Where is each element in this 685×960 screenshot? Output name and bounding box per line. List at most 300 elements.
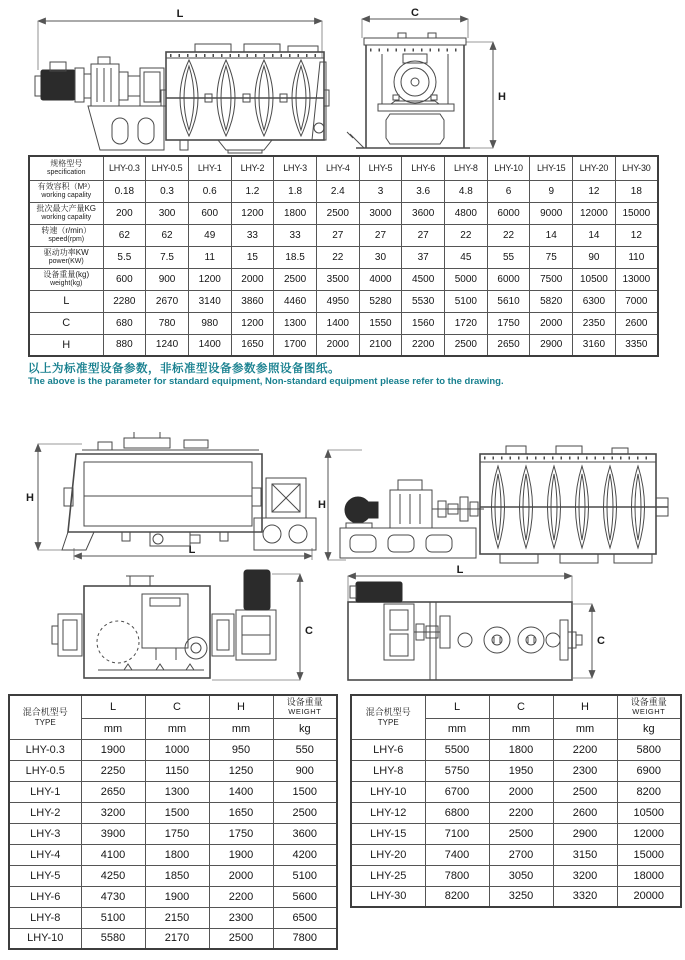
dim-table-header-row-1 [9,695,337,718]
dim-value-cell: 1950 [489,760,553,781]
drive-stand [88,106,164,150]
spec-value-cell: 980 [188,312,231,334]
spec-value-cell: 3600 [402,202,445,224]
spec-value-cell: 12 [573,180,616,202]
spec-value-cell: 1700 [274,334,317,356]
spec-value-cell: 1560 [402,312,445,334]
spec-value-cell: 780 [146,312,189,334]
spec-value-cell: 1550 [359,312,402,334]
dim-value-cell: 7100 [425,823,489,844]
dim-value-cell: 5100 [273,865,337,886]
spec-value-cell: 10500 [573,268,616,290]
end-view-body [347,33,470,148]
dim-type-cell: LHY-2 [9,802,81,823]
spec-row [29,290,658,312]
dim-value-cell: 12000 [617,823,681,844]
dim-label-H: H [26,492,34,504]
spec-row [29,334,658,356]
motor-and-drive [35,57,164,106]
spec-row-label-en: weight(kg) [50,280,83,288]
dim-value-cell: 6700 [425,781,489,802]
dim-value-cell: 7800 [425,865,489,886]
spec-value-cell: 5610 [487,290,530,312]
spec-row-label [29,334,103,356]
spec-value-cell: 900 [146,268,189,290]
spec-row-label-zh: H [62,338,71,351]
spec-value-cell: 1650 [231,334,274,356]
dim-value-cell: 3250 [489,886,553,907]
dimension-L [38,8,322,70]
spec-row-label-zh: 设备重量(kg) [43,270,90,280]
spec-model-header: LHY-6 [402,156,445,180]
spec-value-cell: 15000 [615,202,658,224]
dim-label-C: C [305,625,313,637]
dim-value-cell: 7800 [273,928,337,949]
dim-type-cell: LHY-8 [9,907,81,928]
dim-type-cell: LHY-10 [9,928,81,949]
unit-mm: mm [81,718,145,739]
spec-value-cell: 0.6 [188,180,231,202]
end-view-drawing [338,6,516,154]
unit-mm: mm [489,718,553,739]
dim-row [351,802,681,823]
spec-value-cell: 1.2 [231,180,274,202]
spec-value-cell: 300 [146,202,189,224]
spec-value-cell: 12000 [573,202,616,224]
spec-value-cell: 1720 [445,312,488,334]
dim-value-cell: 4100 [81,844,145,865]
dim-value-cell: 1750 [145,823,209,844]
spec-header-en: specification [46,169,86,177]
dimension-table-right [350,694,682,908]
weight-header-zh: 设备重量 [630,697,667,707]
spec-value-cell: 2670 [146,290,189,312]
spec-value-cell: 27 [402,224,445,246]
spec-row-label-en: speed(rpm) [48,236,85,244]
dim-type-cell: LHY-12 [351,802,425,823]
dim-value-cell: 15000 [617,844,681,865]
spec-value-cell: 200 [103,202,146,224]
spec-value-cell: 2600 [615,312,658,334]
dim-value-cell: 1500 [273,781,337,802]
spec-value-cell: 600 [103,268,146,290]
spec-value-cell: 75 [530,246,573,268]
dim-value-cell: 5800 [617,739,681,760]
weight-header-en: WEIGHT [632,707,666,717]
dim-value-cell: 6800 [425,802,489,823]
dim-value-cell: 2250 [81,760,145,781]
spec-value-cell: 2500 [316,202,359,224]
spec-model-header: LHY-8 [445,156,488,180]
dim-value-cell: 2500 [489,823,553,844]
spec-value-cell: 3140 [188,290,231,312]
dim-value-cell: 5750 [425,760,489,781]
note-chinese: 以上为标准型设备参数，非标准型设备参数参照设备图纸。 [28,363,340,375]
dim-value-cell: 4730 [81,886,145,907]
dim-type-cell: LHY-8 [351,760,425,781]
dim-value-cell: 18000 [617,865,681,886]
spec-model-header: LHY-15 [530,156,573,180]
dim-value-cell: 6900 [617,760,681,781]
spec-value-cell: 27 [359,224,402,246]
spec-value-cell: 13000 [615,268,658,290]
spec-value-cell: 1750 [487,312,530,334]
spec-value-cell: 2650 [487,334,530,356]
spec-value-cell: 12 [615,224,658,246]
spec-row-label-zh: 转速（r/min） [41,226,92,236]
dim-value-cell: 2170 [145,928,209,949]
dim-type-cell: LHY-4 [9,844,81,865]
spec-row-label [29,246,103,268]
spec-value-cell: 2350 [573,312,616,334]
spec-value-cell: 90 [573,246,616,268]
dim-row [9,928,337,949]
spec-row [29,202,658,224]
dim-type-cell: LHY-30 [351,886,425,907]
dim-table-header-row-1 [351,695,681,718]
spec-value-cell: 680 [103,312,146,334]
dim-value-cell: 1650 [209,802,273,823]
note-english: The above is the parameter for standard equipment, Non-standard equipment please refer to the drawing. [28,376,504,387]
dim-value-cell: 1300 [145,781,209,802]
spec-row [29,312,658,334]
dim-value-cell: 1000 [145,739,209,760]
dim-value-cell: 3200 [81,802,145,823]
spec-value-cell: 2200 [402,334,445,356]
dim-value-cell: 1800 [145,844,209,865]
spec-value-cell: 0.3 [146,180,189,202]
type-header-zh: 混合机型号 [365,707,411,717]
dim-value-cell: 1250 [209,760,273,781]
dim-value-cell: 900 [273,760,337,781]
dim-label-C: C [597,635,605,647]
spec-value-cell: 1.8 [274,180,317,202]
spec-row-label [29,180,103,202]
spec-value-cell: 1400 [316,312,359,334]
dimension-C [572,604,605,678]
spec-value-cell: 9000 [530,202,573,224]
spec-value-cell: 1800 [274,202,317,224]
weight-header [617,695,681,718]
specification-table [28,155,659,357]
spec-value-cell: 37 [402,246,445,268]
spec-model-header: LHY-3 [274,156,317,180]
drum-and-blades [480,446,668,563]
dim-value-cell: 2500 [553,781,617,802]
dim-type-cell: LHY-25 [351,865,425,886]
spec-model-header: LHY-0.3 [103,156,146,180]
dim-row [351,739,681,760]
dim-value-cell: 1750 [209,823,273,844]
spec-value-cell: 2280 [103,290,146,312]
dim-value-cell: 5580 [81,928,145,949]
dimension-table-left [8,694,338,950]
spec-row-label-zh: L [63,295,70,307]
gearbox-and-base [254,478,316,550]
spec-value-cell: 14 [530,224,573,246]
dim-row [9,844,337,865]
spec-value-cell: 18.5 [274,246,317,268]
spec-value-cell: 600 [188,202,231,224]
dim-type-cell: LHY-10 [351,781,425,802]
side-view-paddle-mixer-drawing [24,414,322,562]
spec-value-cell: 62 [103,224,146,246]
weight-header [273,695,337,718]
dim-value-cell: 2900 [553,823,617,844]
dim-value-cell: 8200 [617,781,681,802]
spec-value-cell: 9 [530,180,573,202]
dim-value-cell: 1500 [145,802,209,823]
spec-row-label [29,202,103,224]
dim-value-cell: 550 [273,739,337,760]
dim-value-cell: 2000 [489,781,553,802]
spec-header-zh: 规格型号 [50,159,83,169]
spec-value-cell: 22 [316,246,359,268]
dim-row [9,823,337,844]
spec-row-label-en: working capality [41,214,92,222]
dim-value-cell: 5500 [425,739,489,760]
spec-value-cell: 5000 [445,268,488,290]
spec-model-header: LHY-30 [615,156,658,180]
dim-row [351,844,681,865]
dim-type-cell: LHY-6 [351,739,425,760]
dim-label-H: H [498,91,506,103]
spec-value-cell: 4460 [274,290,317,312]
spec-row-label [29,224,103,246]
spec-row-label-en: power(KW) [48,258,84,266]
dim-value-cell: 2150 [145,907,209,928]
spec-value-cell: 5530 [402,290,445,312]
dim-value-cell: 2300 [209,907,273,928]
dim-row [351,760,681,781]
motor-base [340,528,476,558]
dim-row [9,760,337,781]
dim-value-cell: 3050 [489,865,553,886]
col-H-header: H [209,695,273,718]
spec-value-cell: 0.18 [103,180,146,202]
spec-value-cell: 880 [103,334,146,356]
mixing-drum [161,44,329,140]
dim-value-cell: 2300 [553,760,617,781]
spec-value-cell: 62 [146,224,189,246]
spec-value-cell: 3000 [359,202,402,224]
dim-row [9,865,337,886]
dim-value-cell: 1400 [209,781,273,802]
spec-value-cell: 5100 [445,290,488,312]
spec-value-cell: 22 [445,224,488,246]
spec-value-cell: 30 [359,246,402,268]
dim-row [9,802,337,823]
dimension-H [26,444,82,550]
spec-value-cell: 2900 [530,334,573,356]
spec-model-header: LHY-10 [487,156,530,180]
dim-value-cell: 2500 [273,802,337,823]
dim-row [351,823,681,844]
type-header-zh: 混合机型号 [22,707,68,717]
dim-value-cell: 2700 [489,844,553,865]
spec-value-cell: 3500 [316,268,359,290]
top-view-plough-mixer-drawing [340,564,685,690]
dim-value-cell: 2500 [209,928,273,949]
dim-value-cell: 6500 [273,907,337,928]
dim-type-cell: LHY-3 [9,823,81,844]
spec-value-cell: 1400 [188,334,231,356]
dim-type-cell: LHY-20 [351,844,425,865]
spec-value-cell: 3.6 [402,180,445,202]
spec-header-row [29,156,658,180]
spec-row-label [29,290,103,312]
dim-label-L: L [176,8,184,20]
spec-value-cell: 1300 [274,312,317,334]
dim-value-cell: 1900 [209,844,273,865]
dimension-C [362,7,468,38]
dim-value-cell: 3200 [553,865,617,886]
spec-model-header: LHY-1 [188,156,231,180]
dim-value-cell: 3320 [553,886,617,907]
dim-value-cell: 4200 [273,844,337,865]
dim-value-cell: 2600 [553,802,617,823]
type-header-en: TYPE [377,717,399,727]
spec-value-cell: 2000 [316,334,359,356]
spec-value-cell: 2.4 [316,180,359,202]
left-table-body [9,739,337,949]
weight-header-zh: 设备重量 [286,697,323,707]
spec-row-label-zh: 有效容积（M³） [37,182,95,192]
spec-value-cell: 7000 [615,290,658,312]
legs-and-valve [62,532,228,550]
dim-value-cell: 8200 [425,886,489,907]
plan-body [84,576,210,678]
plan-body [348,602,582,680]
dim-value-cell: 2200 [209,886,273,907]
dimension-H [466,42,506,148]
spec-value-cell: 7.5 [146,246,189,268]
unit-mm: mm [425,718,489,739]
spec-value-cell: 49 [188,224,231,246]
spec-row-label [29,312,103,334]
right-table-body [351,739,681,907]
spec-value-cell: 6 [487,180,530,202]
unit-mm: mm [553,718,617,739]
spec-value-cell: 4000 [359,268,402,290]
spec-row-label-en: working capality [41,192,92,200]
spec-model-header: LHY-0.5 [146,156,189,180]
dim-value-cell: 1150 [145,760,209,781]
spec-value-cell: 3350 [615,334,658,356]
spec-value-cell: 55 [487,246,530,268]
dim-row [9,781,337,802]
spec-value-cell: 11 [188,246,231,268]
motor-and-drive [350,582,450,660]
dim-label-L: L [456,564,464,576]
dim-type-cell: LHY-1 [9,781,81,802]
dim-value-cell: 10500 [617,802,681,823]
dim-value-cell: 2650 [81,781,145,802]
dim-value-cell: 1900 [145,886,209,907]
spec-value-cell: 4.8 [445,180,488,202]
side-view-ribbon-mixer-drawing [30,6,330,154]
spec-value-cell: 27 [316,224,359,246]
spec-row-label-zh: 批次最大产量KG [36,204,97,214]
spec-value-cell: 1200 [231,312,274,334]
mixer-body [64,432,262,532]
dim-value-cell: 5600 [273,886,337,907]
spec-value-cell: 33 [231,224,274,246]
col-H-header: H [553,695,617,718]
dim-value-cell: 1850 [145,865,209,886]
spec-model-header: LHY-20 [573,156,616,180]
spec-value-cell: 110 [615,246,658,268]
spec-row [29,180,658,202]
spec-value-cell: 2000 [231,268,274,290]
dim-value-cell: 20000 [617,886,681,907]
spec-value-cell: 2500 [274,268,317,290]
dim-value-cell: 3150 [553,844,617,865]
spec-value-cell: 2000 [530,312,573,334]
unit-mm: mm [145,718,209,739]
dim-label-H: H [318,499,326,511]
spec-model-header: LHY-5 [359,156,402,180]
dimension-L [74,544,312,560]
dim-row [351,781,681,802]
spec-value-cell: 4500 [402,268,445,290]
spec-value-cell: 18 [615,180,658,202]
spec-row-label-zh: 驱动功率KW [43,248,89,258]
spec-value-cell: 3860 [231,290,274,312]
spec-row [29,224,658,246]
spec-value-cell: 45 [445,246,488,268]
dim-row [9,739,337,760]
dim-value-cell: 950 [209,739,273,760]
dim-value-cell: 7400 [425,844,489,865]
spec-value-cell: 15 [231,246,274,268]
dim-value-cell: 2200 [553,739,617,760]
spec-row-label-zh: C [62,317,71,329]
dim-row [351,865,681,886]
spec-value-cell: 5820 [530,290,573,312]
spec-model-header: LHY-4 [316,156,359,180]
dim-value-cell: 3600 [273,823,337,844]
spec-model-header: LHY-2 [231,156,274,180]
col-C-header: C [145,695,209,718]
spec-value-cell: 1240 [146,334,189,356]
dim-value-cell: 2200 [489,802,553,823]
dim-value-cell: 5100 [81,907,145,928]
spec-value-cell: 6300 [573,290,616,312]
col-L-header: L [425,695,489,718]
spec-value-cell: 2500 [445,334,488,356]
dim-label-L: L [188,544,196,556]
side-view-plough-mixer-drawing [316,428,682,568]
spec-value-cell: 1200 [188,268,231,290]
dim-label-C: C [411,7,419,19]
spec-value-cell: 5.5 [103,246,146,268]
weight-header-en: WEIGHT [288,707,322,717]
spec-value-cell: 3 [359,180,402,202]
spec-value-cell: 4800 [445,202,488,224]
dim-type-cell: LHY-0.5 [9,760,81,781]
type-header [351,695,425,739]
dim-value-cell: 1900 [81,739,145,760]
unit-kg: kg [617,718,681,739]
dim-type-cell: LHY-15 [351,823,425,844]
drive-and-motor [236,570,276,660]
dim-value-cell: 1800 [489,739,553,760]
dim-row [351,886,681,907]
dim-row [9,886,337,907]
motor-and-gearbox [345,480,484,528]
dim-value-cell: 4250 [81,865,145,886]
